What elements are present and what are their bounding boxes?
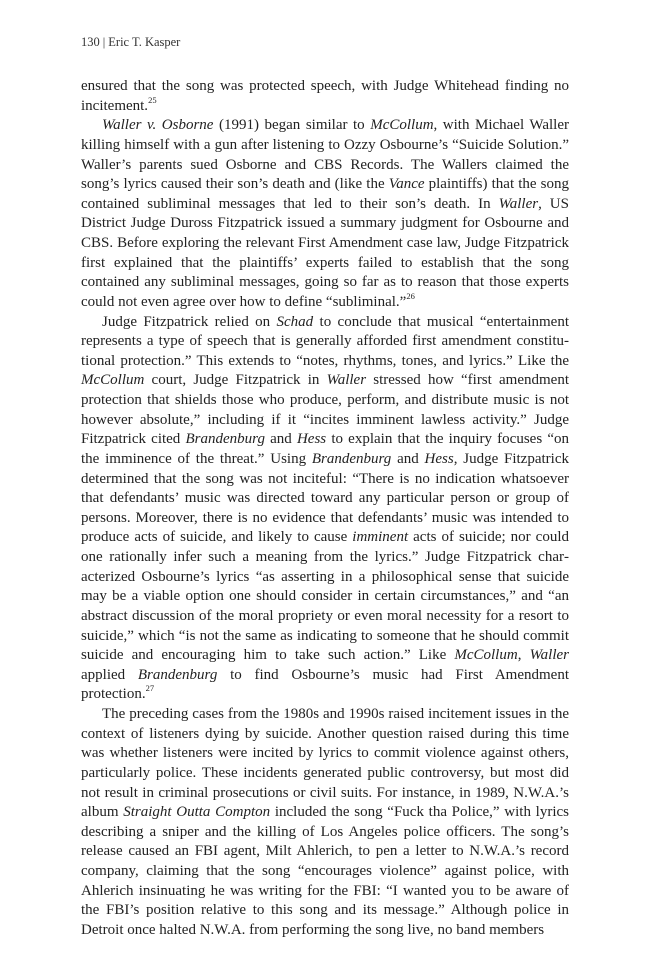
italic-text: Vance <box>388 176 425 193</box>
page-number: 130 <box>81 35 100 49</box>
italic-text: McCollum <box>370 117 434 134</box>
paragraph <box>81 77 569 116</box>
text-run: plaintiffs) that the song contained subliminal messages that led to their son’s death. In <box>81 176 569 212</box>
italic-text: Straight Outta Compton <box>123 804 271 821</box>
italic-text: Waller <box>498 195 539 212</box>
italic-text: Waller <box>529 647 570 664</box>
header-separator: | <box>102 35 106 49</box>
text-run: , Judge Fitzpatrick determined that the song was not inciteful: “There is no indication whatsoever that defendants’ music was directed toward any particular person or group of persons. Moreover, there is no evidence that defendants’ music was intended to produce acts of suicide, and likely to cause <box>81 450 569 546</box>
text-run: and <box>264 431 297 448</box>
italic-text: Waller <box>326 372 367 389</box>
footnote-marker: 25 <box>148 94 157 105</box>
italic-text: McCollum <box>81 372 145 389</box>
text-run: The preceding cases from the 1980s and 1990s raised incitement issues in the context of listeners dying by suicide. Another question raised during this time was whether listeners were incited by lyrics to commit violence against others, particularly police. These incidents generated public controversy, but most did not result in criminal prosecutions or civil suits. For instance, in 1989, N.W.A.’s album <box>81 706 569 821</box>
text-run: court, Judge Fitzpatrick in <box>144 372 327 389</box>
text-run: , US District Judge Duross Fitzpatrick issued a summary judgment for Osbourne and CBS. Before exploring the relevant First Amendment case law, Judge Fitzpatrick first explained that the plaintiffs’ experts failed to establish that the song contained any subliminal messages, going so far as to reason that those experts could not even agree over how to define “subliminal.” <box>81 195 569 310</box>
italic-text: Brandenburg <box>185 431 265 448</box>
italic-text: Hess <box>296 431 327 448</box>
paragraph <box>81 116 569 312</box>
text-run: Judge Fitzpatrick relied on <box>102 313 277 330</box>
footnote-marker: 27 <box>145 683 155 694</box>
text-run: to explain that the inquiry focuses “on the imminence of the threat.” Using <box>81 431 569 467</box>
paragraph <box>81 705 569 941</box>
italic-text: imminent <box>352 529 409 546</box>
running-header <box>81 35 180 50</box>
text-run: and <box>391 450 425 467</box>
italic-text: Waller v. Osborne <box>102 117 214 134</box>
paragraph <box>81 313 569 706</box>
text-run: (1991) began similar to <box>213 117 371 134</box>
italic-text: Brandenburg <box>137 666 218 683</box>
italic-text: Hess <box>424 450 454 467</box>
italic-text: McCollum <box>454 647 518 664</box>
text-run: stressed how “first amendment protection that shields those who produce, perform, and distribute music is not however absolute,” including if it “incites imminent lawless activity.” Judge Fitzpatrick cited <box>81 372 569 448</box>
italic-text: Brandenburg <box>311 450 392 467</box>
text-run: to find Osbourne’s music had First Amendment protection. <box>81 666 569 703</box>
body-text <box>81 77 569 941</box>
footnote-marker: 26 <box>406 290 415 301</box>
text-run: , <box>517 647 530 664</box>
author-name: Eric T. Kasper <box>108 35 181 49</box>
italic-text: Schad <box>276 313 314 330</box>
text-run: ensured that the song was protected speech, with Judge Whitehead finding no incitement. <box>81 78 569 114</box>
text-run: , with Michael Waller killing himself with a gun after listening to Ozzy Osbourne’s “Suicide Solution.” Waller’s parents sued Osborne and CBS Records. The Wallers claimed the song’s lyrics caused their son’s death and (like the <box>81 117 569 193</box>
text-run: applied <box>81 666 138 683</box>
text-run: to conclude that musical “entertainment represents a type of speech that is generally afforded first amendment constitutional protection.” This extends to “notes, rhythms, tones, and lyrics.” Like the <box>81 313 570 369</box>
text-run: included the song “Fuck tha Police,” with lyrics describing a sniper and the killing of Los Angeles police officers. The song’s release caused an FBI agent, Milt Ahlerich, to pen a letter to N.W.A.’s record company, claiming that the song “encourages violence” against police, with Ahlerich insinuating he was writing for the FBI: “I wanted you to be aware of the FBI’s position relative to this song and its message.” Although police in Detroit once halted N.W.A. from performing the song live, no band members <box>81 804 569 938</box>
text-run: acts of suicide; nor could one rationally infer such a meaning from the lyrics.” Judge Fitzpatrick characterized Osbourne’s lyrics “as asserting in a philosophical sense that suicide may be a viable option one should consider in certain circumstances,” and “an abstract discussion of the moral propriety or even moral necessity for a resort to suicide,” which “is not the same as indicating to someone that he should commit suicide and encouraging him to take such action.” Like <box>81 529 569 664</box>
